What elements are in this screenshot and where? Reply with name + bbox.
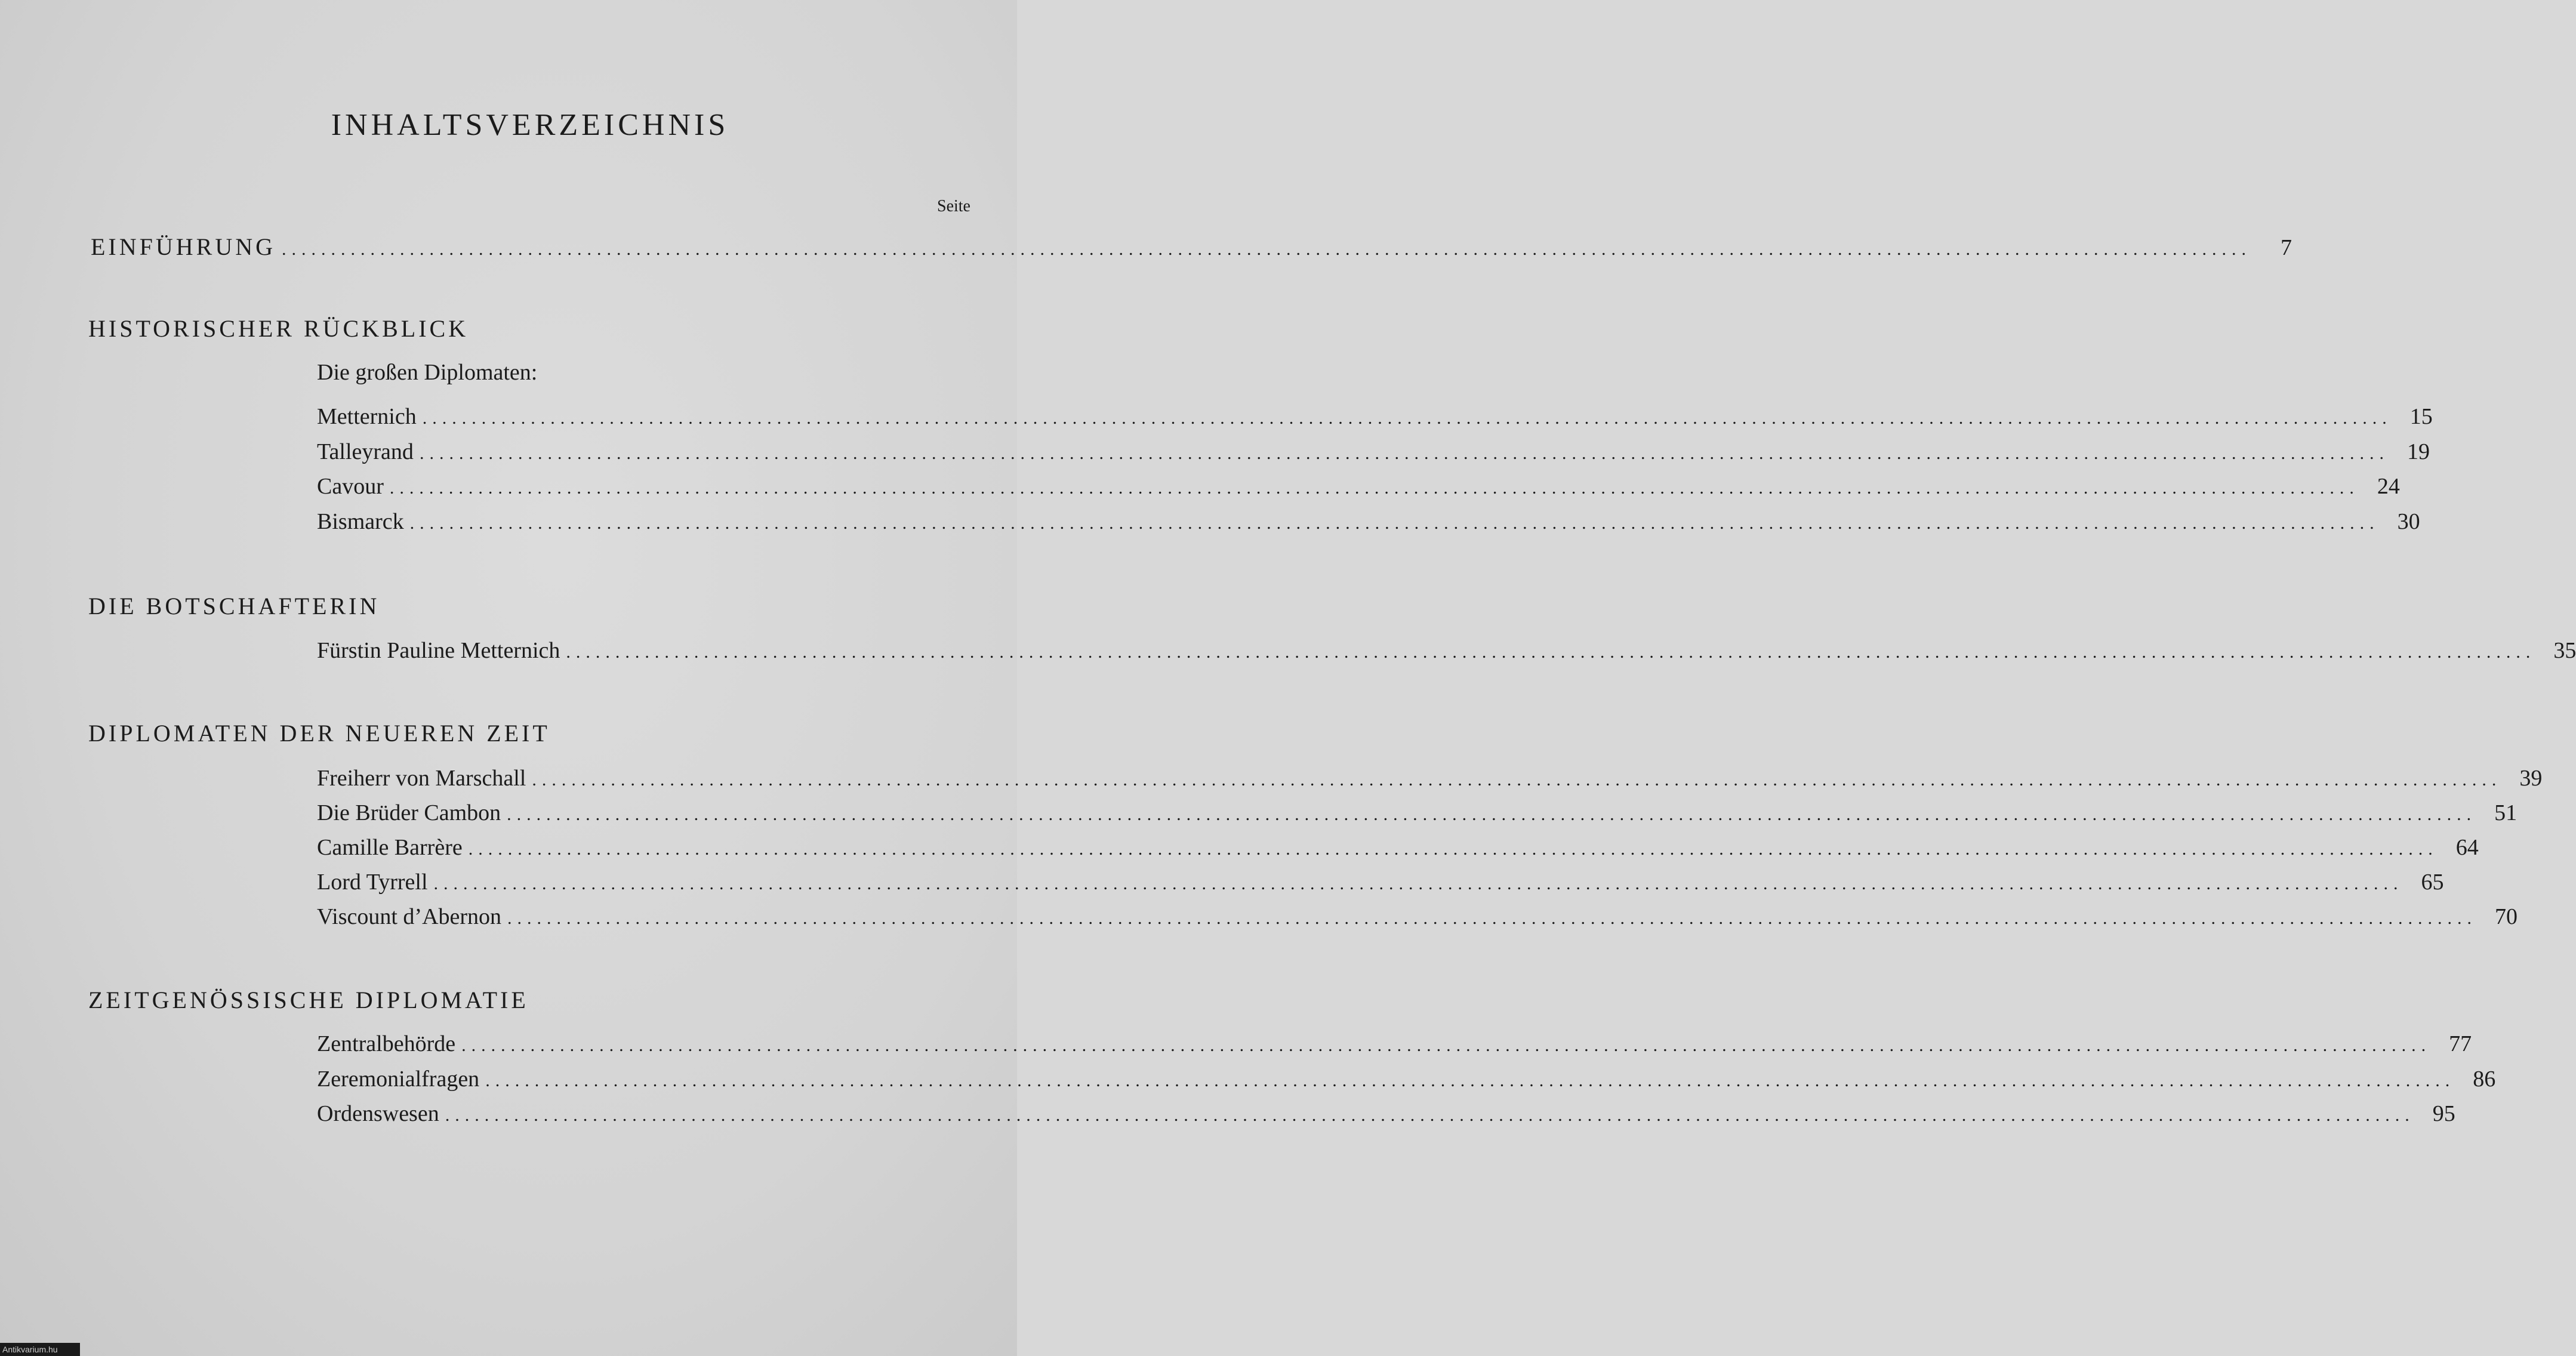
toc-entry	[317, 869, 2444, 895]
toc-entry-label: Viscount d’Abernon	[317, 904, 502, 929]
toc-entry-einfuehrung	[91, 233, 2292, 261]
toc-page-number: 64	[2455, 835, 2479, 860]
toc-page-number: 15	[2409, 404, 2433, 429]
leader-dots: ........................................................................................................................................................................................................	[389, 478, 2359, 498]
toc-entry-label: Zentralbehörde	[317, 1031, 456, 1056]
leader-dots: ........................................................................................................................................................................................................	[409, 513, 2380, 533]
toc-page-number: 24	[2377, 474, 2400, 499]
section-subheading: Die großen Diplomaten:	[317, 360, 538, 385]
toc-page-number: 39	[2519, 766, 2543, 791]
leader-dots: ........................................................................................................................................................................................................	[507, 908, 2478, 928]
section-heading-zeitgenoessische-diplomatie: ZEITGENÖSSISCHE DIPLOMATIE	[88, 987, 529, 1013]
toc-entry	[317, 439, 2430, 465]
toc-page-number: 35	[2553, 638, 2576, 663]
toc-entry	[317, 1101, 2455, 1127]
toc-entry-label: EINFÜHRUNG	[91, 233, 276, 260]
leader-dots: ........................................................................................................................................................................................................	[507, 805, 2477, 824]
toc-page-number: 77	[2449, 1031, 2472, 1056]
toc-entry-label: Camille Barrère	[317, 835, 463, 860]
toc-entry-label: Freiherr von Marschall	[317, 766, 526, 791]
leader-dots: ........................................................................................................................................................................................................	[468, 839, 2438, 859]
toc-entry	[317, 765, 2543, 791]
leader-dots: ........................................................................................................................................................................................................	[419, 443, 2389, 463]
toc-page-number: 95	[2432, 1101, 2455, 1126]
toc-page-number: 86	[2473, 1067, 2496, 1092]
toc-page-number: 19	[2406, 439, 2430, 464]
toc-entry-label: Fürstin Pauline Metternich	[317, 638, 560, 663]
toc-entry	[317, 800, 2518, 826]
toc-entry	[317, 834, 2479, 861]
watermark: Antikvarium.hu	[0, 1343, 80, 1356]
leader-dots: ........................................................................................................................................................................................................	[566, 642, 2536, 662]
toc-page-number: 30	[2397, 509, 2420, 534]
leader-dots: ........................................................................................................................................................................................................	[461, 1036, 2432, 1055]
toc-entry	[317, 473, 2400, 500]
toc-entry-label: Die Brüder Cambon	[317, 800, 501, 825]
section-heading-historischer-rueckblick: HISTORISCHER RÜCKBLICK	[88, 315, 469, 342]
toc-entry	[317, 1031, 2472, 1057]
section-heading-diplomaten-der-neueren-zeit: DIPLOMATEN DER NEUEREN ZEIT	[88, 720, 550, 747]
toc-entry	[317, 904, 2518, 930]
toc-entry-label: Zeremonialfragen	[317, 1067, 480, 1092]
leader-dots: ........................................................................................................................................................................................................	[485, 1071, 2455, 1090]
leader-dots: ........................................................................................................................................................................................................	[445, 1105, 2415, 1125]
leader-dots: ........................................................................................................................................................................................................	[422, 408, 2392, 428]
page-title: INHALTSVERZEICHNIS	[331, 108, 729, 142]
toc-entry-label: Cavour	[317, 474, 384, 499]
toc-entry	[317, 1066, 2496, 1092]
toc-page-number: 7	[2281, 235, 2292, 260]
leader-dots: ........................................................................................................................................................................................................	[433, 874, 2404, 893]
toc-entry-label: Bismarck	[317, 509, 404, 534]
toc-entry-label: Talleyrand	[317, 439, 414, 464]
toc-entry-label: Lord Tyrrell	[317, 870, 428, 895]
leader-dots: ........................................................................................................................................................................................................	[532, 770, 2502, 790]
toc-entry-label: Ordenswesen	[317, 1101, 439, 1126]
toc-page-number: 51	[2494, 800, 2518, 825]
toc-entry-label: Metternich	[317, 404, 417, 429]
toc-page-number: 70	[2495, 904, 2518, 929]
toc-page-number: 65	[2421, 870, 2444, 895]
page-column-label: Seite	[937, 197, 970, 215]
toc-entry	[317, 509, 2420, 535]
toc-entry	[317, 403, 2433, 430]
toc-entry	[317, 637, 2576, 664]
section-heading-die-botschafterin: DIE BOTSCHAFTERIN	[88, 593, 380, 620]
leader-dots: ........................................................................................................................................................................................................	[282, 239, 2251, 259]
